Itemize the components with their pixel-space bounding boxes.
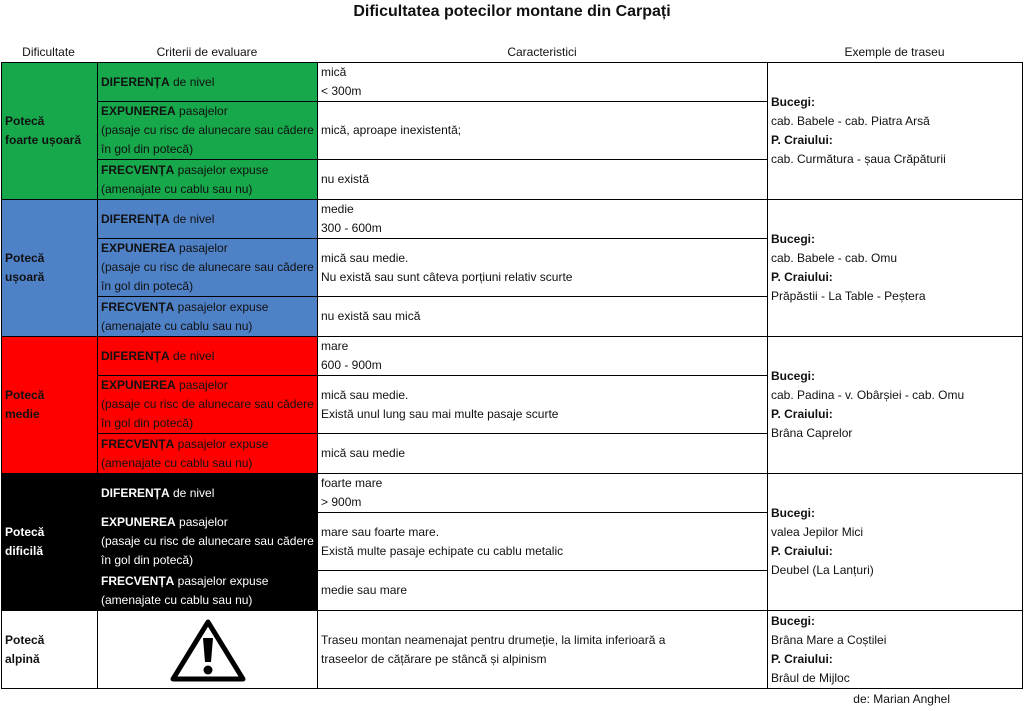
- criterion-text: pasajelor expuse: [174, 436, 269, 451]
- char-text: > 900m: [321, 495, 362, 509]
- route-text: Brâna Caprelor: [771, 426, 853, 440]
- massif-label: P. Craiului:: [771, 651, 833, 666]
- level-label: alpină: [5, 651, 40, 666]
- massif-label: Bucegi:: [771, 613, 816, 628]
- char-level-diff: [318, 63, 768, 102]
- criterion-text: de nivel: [169, 211, 215, 226]
- example-routes: [768, 337, 1023, 474]
- criterion-exposure: [98, 239, 318, 297]
- level-label: ușoară: [5, 270, 45, 284]
- criterion-text: pasajelor expuse: [174, 573, 269, 588]
- criterion-keyword: DIFERENȚA: [101, 74, 170, 89]
- page-title: Dificultatea potecilor montane din Carpați: [353, 3, 671, 20]
- char-exposure: [318, 102, 768, 160]
- example-routes: [768, 200, 1023, 337]
- route-text: cab. Babele - cab. Omu: [771, 251, 898, 265]
- example-routes: [768, 474, 1023, 611]
- route-text: Brâul de Mijloc: [771, 670, 850, 685]
- criterion-keyword: FRECVENȚA: [101, 436, 175, 451]
- char-text: mică, aproape inexistentă;: [321, 123, 462, 137]
- char-text: foarte mare: [321, 476, 383, 490]
- char-text: medie: [321, 202, 354, 216]
- route-text: cab. Curmătura - șaua Crăpăturii: [771, 152, 946, 166]
- massif-label: Bucegi:: [771, 95, 816, 109]
- difficulty-level-cell: [2, 611, 98, 689]
- char-text: medie sau mare: [321, 583, 408, 597]
- route-text: valea Jepilor Mici: [771, 525, 864, 539]
- criterion-exposure: [98, 102, 318, 160]
- char-level-diff: [318, 200, 768, 239]
- warning-cell: [98, 611, 318, 689]
- char-exposure: [318, 239, 768, 297]
- level-label: Potecă: [5, 632, 45, 647]
- char-text: mică sau medie.: [321, 387, 409, 402]
- level-label: Potecă: [5, 525, 45, 539]
- level-label: Potecă: [5, 114, 45, 128]
- criterion-exposure: [98, 513, 318, 571]
- massif-label: Bucegi:: [771, 369, 816, 383]
- char-text: 600 - 900m: [321, 358, 382, 372]
- criterion-text: pasajelor: [175, 515, 228, 529]
- massif-label: P. Craiului:: [771, 407, 833, 421]
- criterion-keyword: FRECVENȚA: [101, 573, 175, 588]
- massif-label: Bucegi:: [771, 232, 816, 246]
- criterion-text: pasajelor expuse: [174, 162, 269, 177]
- difficulty-level-cell: [2, 200, 98, 337]
- difficulty-level-cell: [2, 474, 98, 611]
- criterion-frequency: [98, 571, 318, 611]
- difficulty-table: [1, 62, 1023, 689]
- char-text: < 300m: [321, 84, 362, 98]
- level-label: Potecă: [5, 388, 45, 402]
- criterion-keyword: EXPUNEREA: [101, 104, 176, 118]
- credit: de: Marian Anghel: [853, 692, 950, 706]
- criterion-note: (amenajate cu cablu sau nu): [101, 318, 253, 333]
- char-text: mică sau medie: [321, 446, 406, 460]
- char-level-diff: [318, 337, 768, 376]
- example-routes: [768, 63, 1023, 200]
- criterion-level-diff: [98, 337, 318, 376]
- char-text: mică sau medie.: [321, 250, 409, 265]
- criterion-keyword: FRECVENȚA: [101, 162, 175, 177]
- criterion-text: pasajelor: [175, 378, 228, 392]
- char-text: nu există sau mică: [321, 309, 421, 323]
- char-text: Există unul lung sau mai multe pasaje scurte: [321, 406, 559, 421]
- criterion-note: (amenajate cu cablu sau nu): [101, 592, 253, 607]
- difficulty-level-cell: [2, 337, 98, 474]
- char-frequency: [318, 160, 768, 200]
- route-text: Brâna Mare a Coștilei: [771, 632, 887, 647]
- char-exposure: [318, 376, 768, 434]
- criterion-exposure: [98, 376, 318, 434]
- criterion-keyword: DIFERENȚA: [101, 211, 170, 226]
- header-difficulty: Dificultate: [22, 45, 75, 59]
- criterion-frequency: [98, 160, 318, 200]
- char-exposure: [318, 513, 768, 571]
- char-text: Există multe pasaje echipate cu cablu metalic: [321, 543, 564, 558]
- criterion-text: pasajelor: [175, 241, 228, 255]
- level-label: dificilă: [5, 544, 44, 558]
- massif-label: Bucegi:: [771, 506, 816, 520]
- criterion-keyword: FRECVENȚA: [101, 299, 175, 314]
- route-text: Deubel (La Lanțuri): [771, 563, 874, 577]
- criterion-level-diff: [98, 200, 318, 239]
- char-frequency: [318, 297, 768, 337]
- criterion-keyword: EXPUNEREA: [101, 378, 176, 392]
- header-characteristics: Caracteristici: [507, 45, 577, 59]
- criterion-keyword: DIFERENȚA: [101, 348, 170, 363]
- massif-label: P. Craiului:: [771, 133, 833, 147]
- criterion-note: (pasaje cu risc de alunecare sau cădere în gol din potecă): [101, 397, 314, 430]
- level-label: foarte ușoară: [5, 133, 82, 147]
- criterion-text: de nivel: [169, 348, 215, 363]
- criterion-level-diff: [98, 474, 318, 513]
- massif-label: P. Craiului:: [771, 270, 833, 284]
- char-text: mică: [321, 65, 347, 79]
- header-criteria: Criterii de evaluare: [156, 45, 258, 59]
- criterion-text: de nivel: [169, 74, 215, 89]
- criterion-note: (amenajate cu cablu sau nu): [101, 181, 253, 196]
- example-routes: [768, 611, 1023, 689]
- char-frequency: [318, 571, 768, 611]
- criterion-keyword: EXPUNEREA: [101, 515, 176, 529]
- char-text: mare sau foarte mare.: [321, 524, 440, 539]
- char-text: Traseu montan neamenajat pentru drumeție, la limita inferioară a: [321, 632, 666, 647]
- char-text: mare: [321, 339, 349, 353]
- char-frequency: [318, 434, 768, 474]
- char-text: 300 - 600m: [321, 221, 382, 235]
- criterion-level-diff: [98, 63, 318, 102]
- route-text: cab. Babele - cab. Piatra Arsă: [771, 114, 930, 128]
- char-text: Nu există sau sunt câteva porțiuni relativ scurte: [321, 269, 573, 284]
- level-label: medie: [5, 407, 40, 421]
- char-text: nu există: [321, 172, 370, 186]
- criterion-note: (amenajate cu cablu sau nu): [101, 455, 253, 470]
- criterion-frequency: [98, 297, 318, 337]
- level-label: Potecă: [5, 251, 45, 265]
- criterion-note: (pasaje cu risc de alunecare sau cădere în gol din potecă): [101, 534, 314, 567]
- alpine-description: [318, 611, 768, 689]
- criterion-frequency: [98, 434, 318, 474]
- criterion-note: (pasaje cu risc de alunecare sau cădere în gol din potecă): [101, 260, 314, 293]
- header-examples: Exemple de traseu: [844, 45, 945, 59]
- route-text: Prăpăstii - La Table - Peștera: [771, 289, 926, 303]
- char-level-diff: [318, 474, 768, 513]
- massif-label: P. Craiului:: [771, 544, 833, 558]
- criterion-text: de nivel: [169, 485, 215, 500]
- criterion-note: (pasaje cu risc de alunecare sau cădere în gol din potecă): [101, 123, 314, 156]
- criterion-text: pasajelor: [175, 104, 228, 118]
- difficulty-level-cell: [2, 63, 98, 200]
- criterion-text: pasajelor expuse: [174, 299, 269, 314]
- warning-triangle-icon: [170, 618, 246, 682]
- route-text: cab. Padina - v. Obârșiei - cab. Omu: [771, 388, 965, 402]
- criterion-keyword: DIFERENȚA: [101, 485, 170, 500]
- criterion-keyword: EXPUNEREA: [101, 241, 176, 255]
- char-text: traseelor de cățărare pe stâncă și alpinism: [321, 651, 547, 666]
